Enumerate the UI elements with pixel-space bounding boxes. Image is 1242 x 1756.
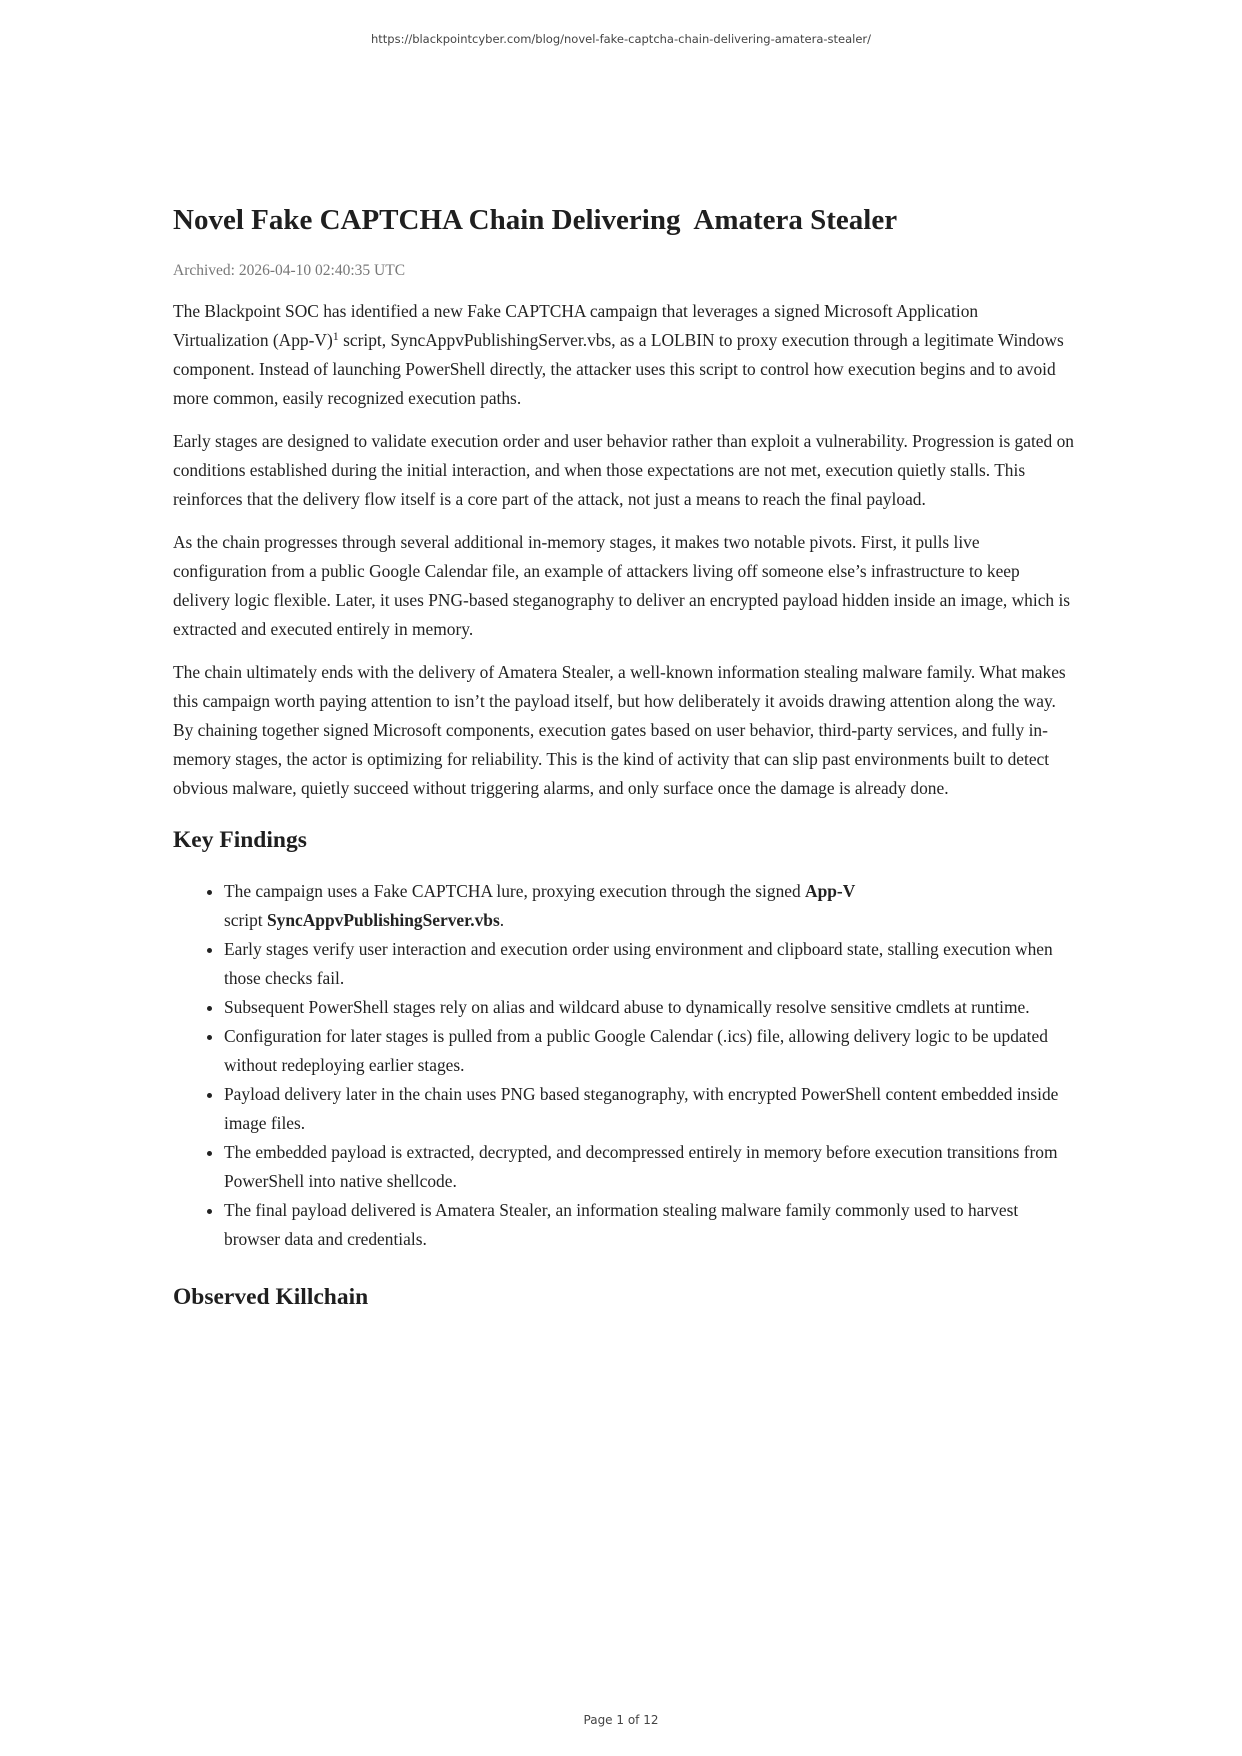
intro-text-1: The Blackpoint SOC has identified a new Fake CAPTCHA campaign that leverages a signed Microsoft Application Virtualization (App-V) [173,301,979,350]
finding-text: The campaign uses a Fake CAPTCHA lure, proxying execution through the signed [224,881,806,901]
list-item: • The final payload delivered is Amatera Stealer, an information stealing malware family commonly used to harvest browser data and credentials. [224,1196,1077,1254]
paragraph: The chain ultimately ends with the delivery of Amatera Stealer, a well-known information stealing malware family. What makes this campaign worth paying attention to isn’t the payload itself, but how deliberately it avoids drawing attention along the way. By chaining together signed Microsoft components, execution gates based on user behavior, third-party services, and fully in-memory stages, the actor is optimizing for reliability. This is the kind of activity that can slip past environments built to detect obvious malware, quietly succeed without triggering alarms, and only surface once the damage is already done. [173,662,1066,798]
list-item: • Payload delivery later in the chain uses PNG based steganography, with encrypted PowerShell content embedded inside image files. [224,1080,1077,1138]
list-item: • Subsequent PowerShell stages rely on alias and wildcard abuse to dynamically resolve sensitive cmdlets at runtime. [224,993,1077,1022]
page-url: https://blackpointcyber.com/blog/novel-fake-captcha-chain-delivering-amatera-stealer/ [370,32,872,46]
finding-bold-appv: App-V [805,881,856,901]
footnote-ref[interactable]: 1 [332,329,339,343]
archived-timestamp: Archived: 2026-04-10 02:40:35 UTC [173,262,406,279]
finding-bold-script: SyncAppvPublishingServer.vbs [266,910,500,930]
key-findings-heading: Key Findings [173,827,307,853]
article [173,200,1077,1314]
observed-killchain-heading: Observed Killchain [173,1284,369,1310]
list-item: • Configuration for later stages is pulled from a public Google Calendar (.ics) file, allowing delivery logic to be updated without redeploying earlier stages. [224,1022,1077,1080]
intro-text-2: script, SyncAppvPublishingServer.vbs, as a LOLBIN to proxy execution through a legitimate Windows component. Instead of launching PowerShell directly, the attacker uses this script to control how execution begins and to avoid more common, easily recognized execution paths. [173,330,1064,408]
list-item: • The embedded payload is extracted, decrypted, and decompressed entirely in memory before execution transitions from PowerShell into native shellcode. [224,1138,1077,1196]
list-item: • Early stages verify user interaction and execution order using environment and clipboard state, stalling execution when those checks fail. [224,935,1077,993]
key-findings-list [173,877,1077,1254]
finding-text: script [224,910,267,930]
article-title: Novel Fake CAPTCHA Chain Delivering Amatera Stealer [173,204,898,236]
page-number: Page 1 of 12 [583,1713,659,1727]
paragraph: As the chain progresses through several additional in-memory stages, it makes two notable pivots. First, it pulls live configuration from a public Google Calendar file, an example of attackers living off someone else’s infrastructure to keep delivery logic flexible. Later, it uses PNG-based steganography to deliver an encrypted payload hidden inside an image, which is extracted and executed entirely in memory. [173,532,1071,639]
finding-text: . [499,910,505,930]
intro-paragraph [173,297,1077,413]
list-item [224,877,869,935]
paragraph: Early stages are designed to validate execution order and user behavior rather than exploit a vulnerability. Progression is gated on conditions established during the initial interaction, and when those expectations are not met, execution quietly stalls. This reinforces that the delivery flow itself is a core part of the attack, not just a means to reach the final payload. [173,431,1074,509]
